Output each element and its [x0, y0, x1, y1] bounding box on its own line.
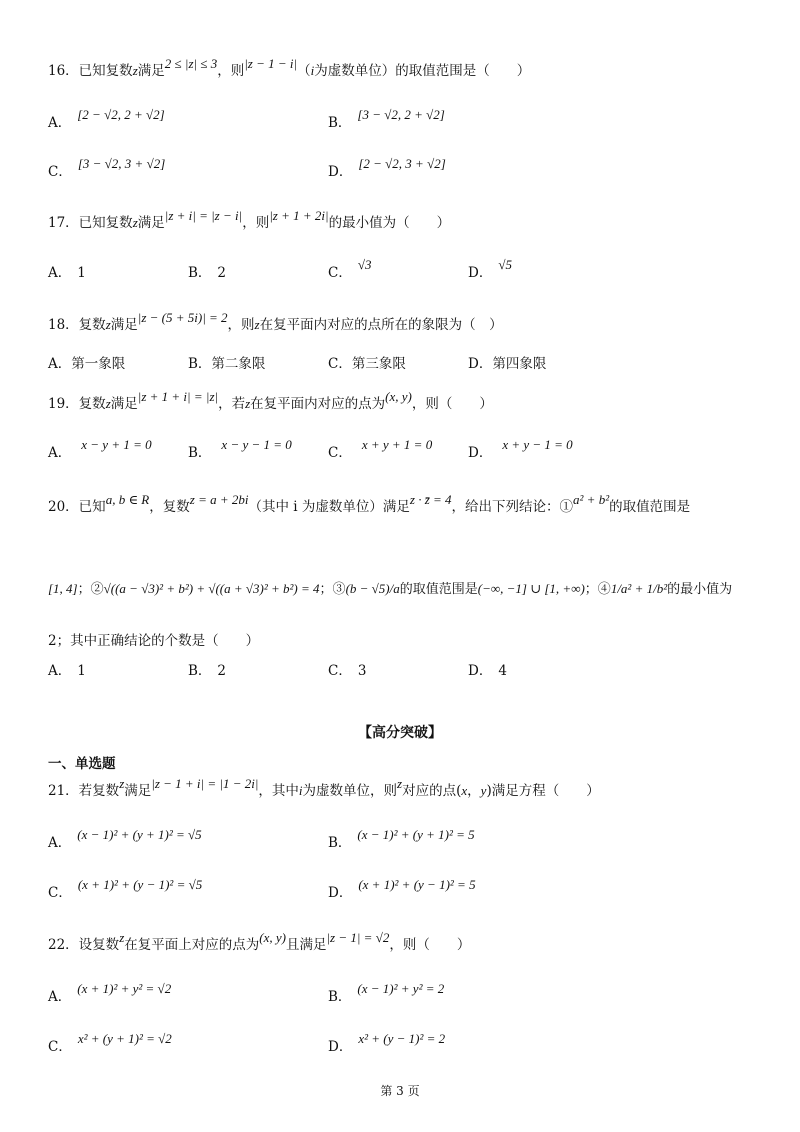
- option-value: [2 − √2, 3 + √2]: [358, 156, 446, 171]
- option-value: √5: [498, 257, 512, 272]
- option-17-a[interactable]: [48, 264, 86, 282]
- option-22-a[interactable]: [48, 981, 172, 1006]
- q19-text: 满足: [110, 396, 138, 412]
- option-17-b[interactable]: [188, 264, 226, 282]
- q21-text: ，其中: [258, 783, 299, 799]
- q20-formula: z · z̄ = 4: [409, 492, 452, 507]
- option-label: D．: [468, 445, 493, 461]
- q18-text: 满足: [110, 317, 138, 333]
- q17-text: ，则: [242, 215, 270, 231]
- option-16-b[interactable]: [328, 107, 445, 132]
- option-21-d[interactable]: [328, 877, 476, 902]
- q18-text: 在复平面内对应的点所在的象限为（ ）: [259, 317, 503, 333]
- option-value: 3: [357, 663, 367, 679]
- option-22-b[interactable]: [328, 981, 445, 1006]
- option-value: x² + (y − 1)² = 2: [358, 1031, 446, 1046]
- question-17: [48, 208, 451, 232]
- q21-var: i: [298, 783, 303, 798]
- option-label: B．: [188, 663, 212, 679]
- q20-text: 的取值范围是: [609, 499, 691, 515]
- option-value: 第三象限: [351, 356, 406, 372]
- option-19-d[interactable]: [468, 437, 573, 462]
- option-value: 4: [498, 663, 507, 679]
- q21-var: x: [461, 783, 468, 798]
- q20-formula: z = a + 2bi: [189, 492, 249, 507]
- q21-text: 为虚数单位，则: [302, 783, 398, 799]
- option-value: x + y + 1 = 0: [361, 437, 433, 452]
- q21-text: ，: [467, 783, 481, 799]
- q20-formula: (−∞, −1] ∪ [1, +∞): [477, 581, 585, 596]
- q19-text: ，若: [218, 396, 246, 412]
- option-18-a[interactable]: [48, 355, 125, 373]
- q18-var: z: [254, 317, 260, 332]
- option-value: √3: [357, 257, 372, 272]
- q21-var: y: [480, 783, 487, 798]
- q21-text: 21．若复数: [48, 783, 120, 799]
- question-20-line2: [48, 580, 732, 599]
- option-label: A．: [48, 115, 72, 131]
- option-value: [2 − √2, 2 + √2]: [77, 107, 165, 122]
- option-label: D．: [468, 663, 493, 679]
- question-20-line1: [48, 492, 691, 516]
- q22-text: 22．设复数: [48, 937, 120, 953]
- q20-formula: (b − √5)/a: [345, 581, 400, 596]
- option-value: 1: [77, 663, 86, 679]
- option-label: B．: [328, 835, 352, 851]
- subsection-title: 一、单选题: [48, 756, 116, 772]
- q17-text: 17．已知复数: [48, 215, 133, 231]
- q17-formula: |z + 1 + 2i|: [269, 208, 329, 223]
- q16-text: 16．已知复数: [48, 63, 133, 79]
- option-16-a[interactable]: [48, 107, 165, 132]
- q21-text: 对应的点(: [402, 783, 462, 799]
- q20-text: 20．已知: [48, 499, 106, 515]
- q18-formula: |z − (5 + 5i)| = 2: [137, 310, 228, 325]
- q20-text: ，给出下列结论：①: [451, 499, 574, 515]
- option-label: A．: [48, 835, 72, 851]
- q20-text: 的最小值为: [667, 582, 733, 597]
- option-label: D．: [468, 265, 493, 281]
- option-value: (x + 1)² + y² = √2: [77, 981, 172, 996]
- option-value: 第二象限: [211, 356, 266, 372]
- option-16-c[interactable]: [48, 156, 166, 181]
- option-label: D．: [328, 164, 353, 180]
- option-label: B．: [328, 989, 352, 1005]
- q19-formula: (x, y): [385, 389, 412, 404]
- question-20-line3: 2；其中正确结论的个数是（ ）: [48, 633, 260, 649]
- question-16: [48, 56, 531, 80]
- option-label: B．: [188, 265, 212, 281]
- q20-text: （其中 i 为虚数单位）满足: [248, 499, 410, 515]
- q19-formula: |z + 1 + i| = |z|: [137, 389, 219, 404]
- option-value: x − y − 1 = 0: [221, 437, 292, 452]
- q21-text: 满足: [124, 783, 152, 799]
- option-value: 2: [217, 663, 227, 679]
- q18-text: ，则: [227, 317, 255, 333]
- q22-text: ，则（ ）: [389, 937, 471, 953]
- q19-text: 19．复数: [48, 396, 106, 412]
- option-value: x + y − 1 = 0: [502, 437, 573, 452]
- option-20-d[interactable]: [468, 662, 507, 680]
- question-21: [48, 776, 600, 800]
- option-22-d[interactable]: [328, 1031, 446, 1056]
- option-18-c[interactable]: [328, 355, 406, 373]
- q21-formula: |z − 1 + i| = |1 − 2i|: [151, 776, 259, 791]
- option-18-b[interactable]: [188, 355, 265, 373]
- option-17-c[interactable]: [328, 257, 372, 282]
- option-value: (x − 1)² + y² = 2: [357, 981, 445, 996]
- q22-text: 在复平面上对应的点为: [124, 937, 260, 953]
- option-18-d[interactable]: [468, 355, 546, 373]
- q20-formula: [1, 4]: [48, 581, 78, 596]
- q20-text: ；②: [77, 582, 104, 597]
- q21-var: z: [119, 776, 125, 791]
- q16-text: 为虚数单位）的取值范围是（ ）: [314, 63, 531, 79]
- q16-text: （: [297, 63, 311, 79]
- option-value: 第一象限: [71, 356, 126, 372]
- option-17-d[interactable]: [468, 257, 512, 282]
- option-value: (x + 1)² + (y − 1)² = √5: [77, 877, 203, 892]
- q20-text: ，复数: [149, 499, 190, 515]
- q22-text: 且满足: [285, 937, 327, 953]
- question-19: [48, 389, 493, 413]
- page-footer: 第 3 页: [380, 1084, 420, 1098]
- option-value: x − y + 1 = 0: [81, 437, 152, 452]
- option-label: C．: [48, 164, 72, 180]
- q19-var: z: [245, 396, 251, 411]
- question-22: [48, 930, 471, 954]
- option-value: (x + 1)² + (y − 1)² = 5: [358, 877, 476, 892]
- option-label: A．: [48, 356, 72, 372]
- option-16-d[interactable]: [328, 156, 446, 181]
- option-20-b[interactable]: [188, 662, 226, 680]
- option-value: (x − 1)² + (y + 1)² = 5: [357, 827, 475, 842]
- q16-var: z: [132, 63, 138, 78]
- option-21-b[interactable]: [328, 827, 475, 852]
- option-label: D．: [468, 356, 493, 372]
- option-19-b[interactable]: [188, 437, 292, 462]
- q20-formula: a, b ∈ R: [105, 492, 150, 507]
- option-20-c[interactable]: [328, 662, 366, 680]
- q20-formula: √((a − √3)² + b²) + √((a + √3)² + b²) = 4: [103, 581, 320, 596]
- option-value: [3 − √2, 2 + √2]: [357, 107, 445, 122]
- option-19-c[interactable]: [328, 437, 433, 462]
- q19-var: z: [105, 396, 111, 411]
- q20-formula: a² + b²: [573, 492, 610, 507]
- option-label: A．: [48, 663, 72, 679]
- option-label: D．: [328, 885, 353, 901]
- option-21-a[interactable]: [48, 827, 202, 852]
- q17-var: z: [132, 215, 138, 230]
- option-label: C．: [328, 445, 352, 461]
- q16-formula: 2 ≤ |z| ≤ 3: [164, 56, 218, 71]
- q21-var: z: [397, 776, 403, 791]
- option-label: B．: [328, 115, 352, 131]
- option-19-a[interactable]: [48, 437, 152, 462]
- q16-text: ，则: [217, 63, 245, 79]
- section-title: 【高分突破】: [358, 725, 442, 741]
- q20-text: ；③: [319, 582, 346, 597]
- option-label: A．: [48, 989, 72, 1005]
- option-21-c[interactable]: [48, 877, 203, 902]
- q18-var: z: [105, 317, 111, 332]
- q16-var: i: [310, 63, 315, 78]
- q20-formula: 1/a² + 1/b²: [610, 581, 668, 596]
- question-18: [48, 310, 503, 334]
- q19-text: ，则（ ）: [411, 396, 493, 412]
- option-value: 第四象限: [492, 356, 547, 372]
- option-label: C．: [328, 663, 352, 679]
- option-label: A．: [48, 445, 72, 461]
- option-label: C．: [328, 356, 352, 372]
- option-value: 1: [77, 265, 86, 281]
- option-label: C．: [328, 265, 352, 281]
- q22-var: z: [119, 930, 125, 945]
- q17-text: 满足: [137, 215, 165, 231]
- q21-text: )满足方程（ ）: [486, 783, 600, 799]
- q17-formula: |z + i| = |z − i|: [164, 208, 243, 223]
- q16-text: 满足: [137, 63, 165, 79]
- q19-text: 在复平面内对应的点为: [250, 396, 386, 412]
- option-label: B．: [188, 445, 212, 461]
- option-value: [3 − √2, 3 + √2]: [77, 156, 166, 171]
- q17-text: 的最小值为（ ）: [328, 215, 451, 231]
- q20-text: 的取值范围是: [399, 582, 478, 597]
- q20-text: ；④: [584, 582, 611, 597]
- option-20-a[interactable]: [48, 662, 86, 680]
- option-value: 2: [217, 265, 227, 281]
- option-value: x² + (y + 1)² = √2: [77, 1031, 172, 1046]
- option-value: (x − 1)² + (y + 1)² = √5: [77, 827, 202, 842]
- q22-formula: (x, y): [259, 930, 286, 945]
- option-label: C．: [48, 1039, 72, 1055]
- option-label: B．: [188, 356, 212, 372]
- option-label: C．: [48, 885, 72, 901]
- option-label: D．: [328, 1039, 353, 1055]
- option-22-c[interactable]: [48, 1031, 172, 1056]
- q22-formula: |z − 1| = √2: [326, 930, 390, 945]
- q16-formula: |z − 1 − i|: [244, 56, 298, 71]
- option-label: A．: [48, 265, 72, 281]
- q18-text: 18．复数: [48, 317, 106, 333]
